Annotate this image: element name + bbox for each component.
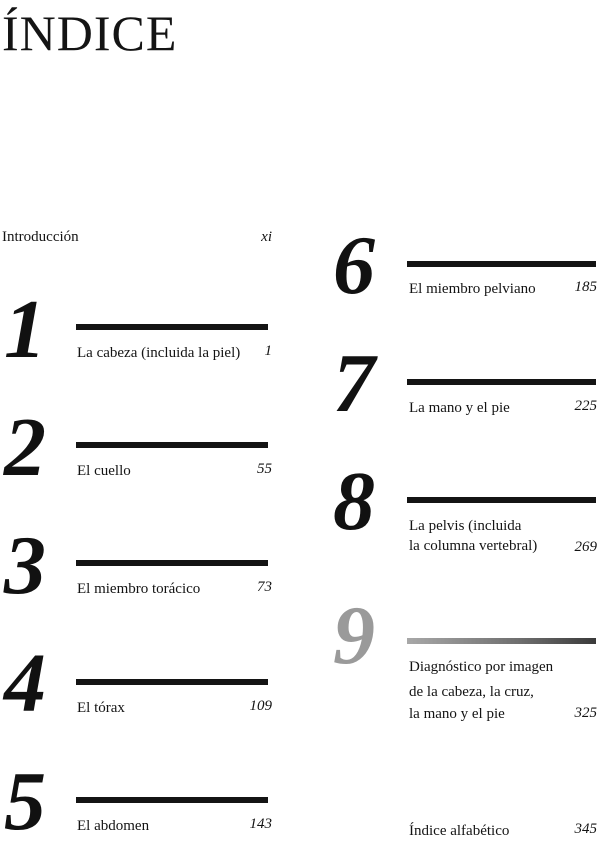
chapter-numeral: 7 (333, 337, 375, 430)
chapter-numeral: 8 (333, 455, 375, 548)
chapter-page: 55 (257, 461, 272, 477)
index-page: 345 (574, 821, 597, 837)
chapter-title: El miembro pelviano (409, 281, 536, 297)
intro-page: xi (261, 229, 272, 245)
chapter-title: La mano y el pie (409, 400, 510, 416)
chapter-title-line: Diagnóstico por imagen (409, 659, 554, 675)
chapter-title: El abdomen (77, 818, 150, 834)
chapter-bar (407, 638, 596, 644)
intro-label: Introducción (2, 229, 79, 245)
chapter-page: 325 (574, 705, 597, 721)
chapter-title-line: de la cabeza, la cruz, (409, 684, 534, 700)
chapter-numeral: 3 (4, 519, 46, 612)
chapter-page: 143 (249, 816, 272, 832)
chapter-numeral: 4 (4, 637, 46, 730)
chapter-numeral: 5 (4, 755, 46, 848)
chapter-title-line: la mano y el pie (409, 706, 505, 722)
chapter-numeral: 6 (333, 219, 375, 312)
chapter-bar (76, 797, 268, 803)
chapter-bar (407, 379, 596, 385)
chapter-bar (76, 324, 268, 330)
chapter-page: 185 (574, 279, 597, 295)
chapter-page: 1 (264, 343, 272, 359)
chapter-title: El miembro torácico (77, 581, 201, 597)
chapter-page: 225 (574, 398, 597, 414)
chapter-bar (76, 679, 268, 685)
chapter-bar (76, 442, 268, 448)
chapter-title-line: la columna vertebral) (409, 538, 538, 554)
chapter-page: 109 (249, 698, 272, 714)
chapter-numeral: 2 (4, 401, 46, 494)
chapter-title: El tórax (77, 700, 125, 716)
index-label: Índice alfabético (409, 823, 510, 839)
page-title: ÍNDICE (2, 5, 178, 61)
chapter-numeral: 1 (4, 283, 46, 376)
chapter-page: 269 (574, 539, 597, 555)
chapter-numeral: 9 (333, 589, 375, 682)
chapter-bar (407, 261, 596, 267)
chapter-title: El cuello (77, 463, 131, 479)
chapter-title-line: La pelvis (incluida (409, 518, 522, 534)
chapter-page: 73 (257, 579, 272, 595)
chapter-title: La cabeza (incluida la piel) (77, 345, 241, 361)
chapter-bar (76, 560, 268, 566)
chapter-bar (407, 497, 596, 503)
